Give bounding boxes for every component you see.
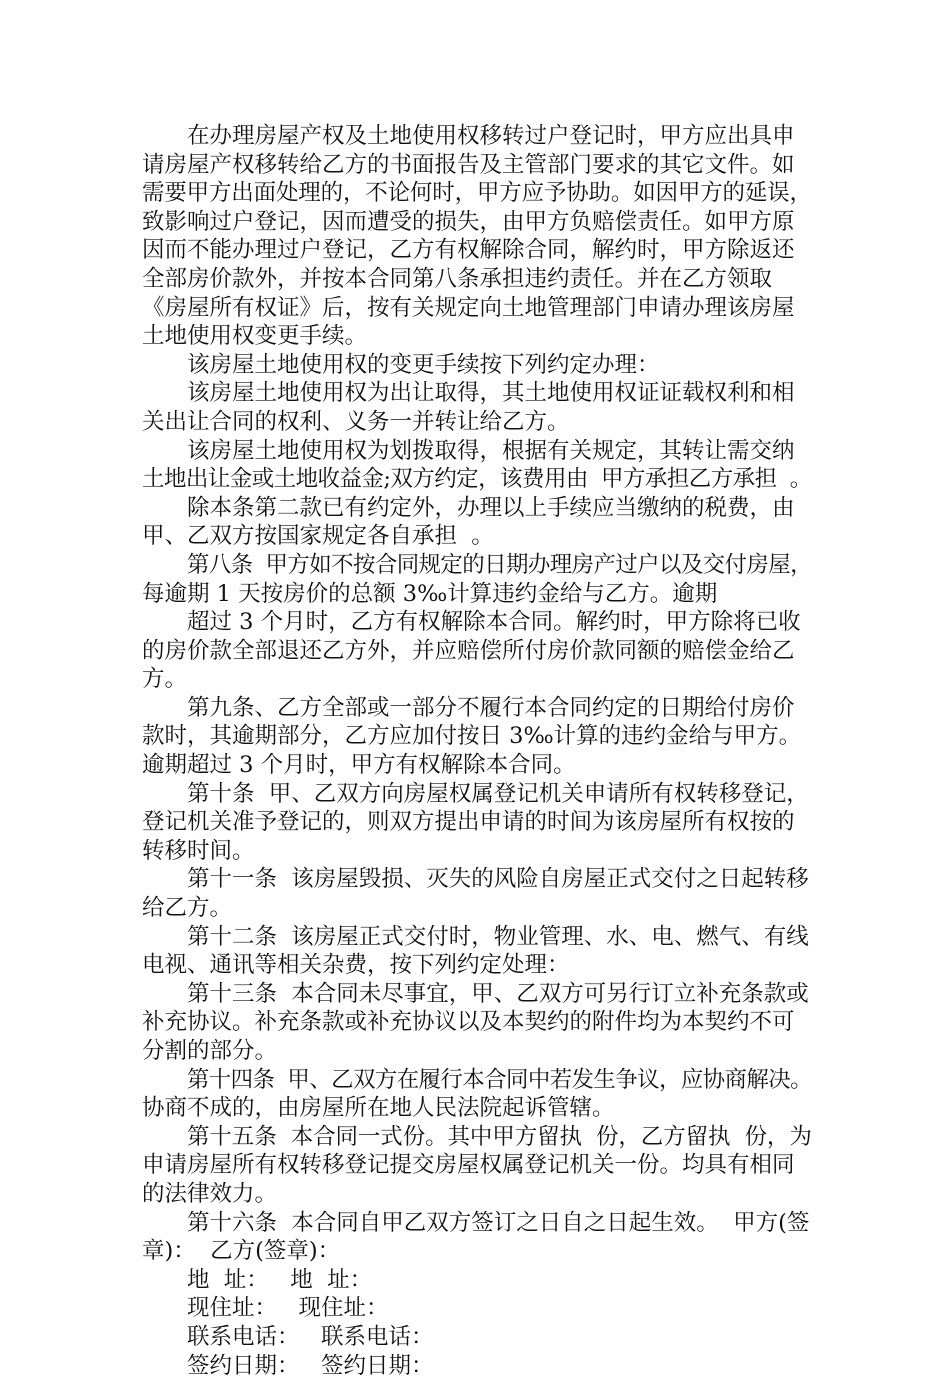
contract-text-line: 现住址： 现住址： [187,1295,389,1322]
contract-text-line: 每逾期 1 天按房价的总额 3‰计算违约金给与乙方。逾期 [142,580,718,607]
contract-text-line: 申请房屋所有权转移登记提交房屋权属登记机关一份。均具有相同 [142,1152,795,1179]
contract-text-line: 的法律效力。 [142,1180,278,1207]
contract-text-line: 需要甲方出面处理的，不论何时，甲方应予协助。如因甲方的延误， [142,180,812,207]
contract-text-line: 方。 [142,666,188,693]
contract-text-line: 的房价款全部退还乙方外，并应赔偿所付房价款同额的赔偿金给乙 [142,637,795,664]
contract-text-line: 给乙方。 [142,895,233,922]
contract-text-line: 除本条第二款已有约定外，办理以上手续应当缴纳的税费，由 [187,494,795,521]
contract-text-line: 电视、通讯等相关杂费，按下列约定处理： [142,952,570,979]
contract-text-line: 第十一条 该房屋毁损、灭失的风险自房屋正式交付之日起转移 [187,866,809,893]
contract-text-line: 该房屋土地使用权为划拨取得，根据有关规定，其转让需交纳 [187,437,795,464]
contract-text-line: 协商不成的，由房屋所在地人民法院起诉管辖。 [142,1095,615,1122]
contract-text-line: 签约日期： 签约日期： [187,1352,434,1379]
contract-text-line: 土地出让金或土地收益金;双方约定，该费用由 甲方承担乙方承担 。 [142,466,812,493]
contract-text-line: 转移时间。 [142,837,255,864]
contract-text-line: 分割的部分。 [142,1038,278,1064]
contract-text-line: 第十三条 本合同未尽事宜，甲、乙双方可另行订立补充条款或 [187,980,809,1007]
contract-text-line: 该房屋土地使用权为出让取得，其土地使用权证证载权利和相 [187,380,795,407]
contract-text-line: 第十五条 本合同一式份。其中甲方留执 份，乙方留执 份，为 [187,1123,812,1150]
contract-text-line: 全部房价款外，并按本合同第八条承担违约责任。并在乙方领取 [142,265,773,292]
contract-text-line: 超过 3 个月时，乙方有权解除本合同。解约时，甲方除将已收 [187,609,801,636]
contract-text-line: 关出让合同的权利、义务一并转让给乙方。 [142,408,570,435]
contract-text-line: 章)： 乙方(签章)： [142,1238,341,1265]
contract-text-line: 第八条 甲方如不按合同规定的日期办理房产过户以及交付房屋， [186,551,812,578]
contract-text-line: 第十条 甲、乙双方向房屋权属登记机关申请所有权转移登记， [187,780,809,807]
contract-text-line: 联系电话： 联系电话： [187,1323,434,1350]
contract-text-line: 该房屋土地使用权的变更手续按下列约定办理： [187,351,660,378]
contract-text-line: 甲、乙双方按国家规定各自承担 。 [142,523,494,550]
contract-text-line: 致影响过户登记，因而遭受的损失，由甲方负赔偿责任。如甲方原 [142,208,795,235]
contract-text-line: 地 址： 地 址： [187,1266,373,1293]
contract-text-line: 款时，其逾期部分，乙方应加付按日 3‰计算的违约金给与甲方。 [142,723,802,750]
contract-text-line: 第十六条 本合同自甲乙双方签订之日自之日起生效。 甲方(签 [187,1209,810,1236]
contract-text-line: 因而不能办理过户登记，乙方有权解除合同，解约时，甲方除返还 [142,237,795,264]
contract-text-line: 请房屋产权移转给乙方的书面报告及主管部门要求的其它文件。如 [142,151,795,178]
contract-text-line: 第十四条 甲、乙双方在履行本合同中若发生争议，应协商解决。 [186,1066,812,1093]
contract-text-line: 登记机关准予登记的，则双方提出申请的时间为该房屋所有权按的 [142,809,795,836]
contract-text-line: 《房屋所有权证》后，按有关规定向土地管理部门申请办理该房屋 [142,294,795,321]
contract-text-line: 第十二条 该房屋正式交付时，物业管理、水、电、燃气、有线 [187,923,809,950]
contract-text-line: 逾期超过 3 个月时，甲方有权解除本合同。 [142,752,576,779]
contract-text-line: 土地使用权变更手续。 [142,323,368,350]
contract-text-line: 补充协议。补充条款或补充协议以及本契约的附件均为本契约不可 [142,1009,795,1036]
contract-text-line: 在办理房屋产权及土地使用权移转过户登记时，甲方应出具申 [187,123,795,149]
contract-text-line: 第九条、乙方全部或一部分不履行本合同约定的日期给付房价 [187,694,795,721]
contract-body [142,122,812,1380]
